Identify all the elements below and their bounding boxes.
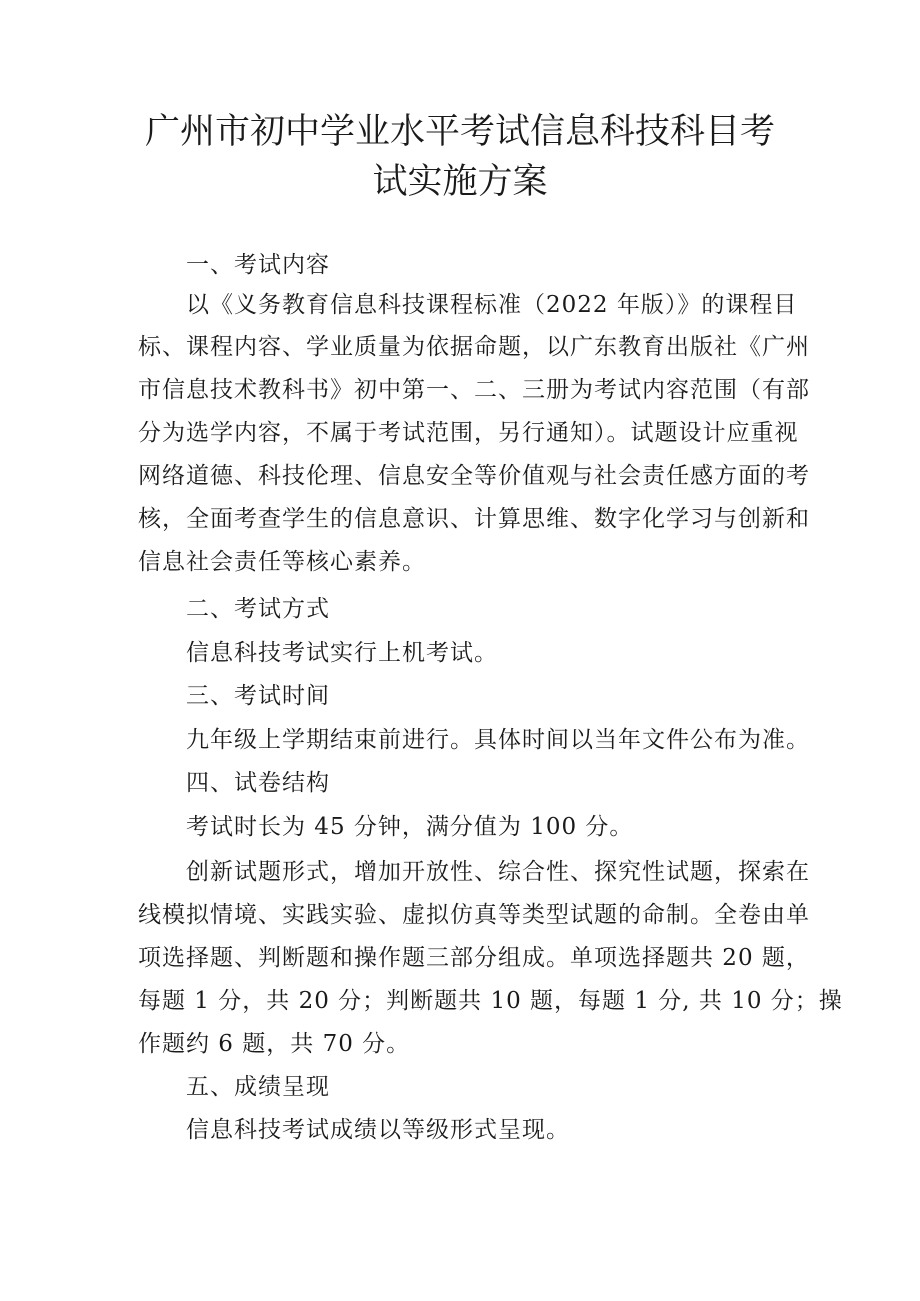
section-heading-time: 三、考试时间 (186, 683, 330, 709)
paragraph-line: 信息科技考试实行上机考试。 (186, 640, 498, 666)
paragraph-line: 作题约 6 题，共 70 分。 (138, 1031, 411, 1057)
paragraph-line: 项选择题、判断题和操作题三部分组成。单项选择题共 20 题， (138, 945, 810, 971)
section-heading-results: 五、成绩呈现 (186, 1074, 330, 1100)
paragraph-line: 分为选学内容，不属于考试范围，另行通知）。试题设计应重视 (138, 420, 799, 446)
document-title-line-2: 试实施方案 (372, 162, 548, 202)
section-heading-content: 一、考试内容 (186, 252, 330, 278)
paragraph-line: 市信息技术教科书》初中第一、二、三册为考试内容范围（有部 (138, 377, 810, 403)
paragraph-line: 标、课程内容、学业质量为依据命题，以广东教育出版社《广州 (138, 334, 810, 360)
section-heading-structure: 四、试卷结构 (186, 770, 330, 796)
paragraph-line: 每题 1 分，共 20 分；判断题共 10 题，每题 1 分, 共 10 分；操 (138, 988, 843, 1014)
paragraph-line: 信息科技考试成绩以等级形式呈现。 (186, 1117, 570, 1143)
document-title-line-1: 广州市初中学业水平考试信息科技科目考 (144, 112, 775, 152)
section-heading-method: 二、考试方式 (186, 596, 330, 622)
paragraph-line: 创新试题形式，增加开放性、综合性、探究性试题，探索在 (186, 859, 810, 885)
paragraph-line: 考试时长为 45 分钟，满分值为 100 分。 (186, 814, 634, 840)
paragraph-line: 核，全面考查学生的信息意识、计算思维、数字化学习与创新和 (138, 506, 810, 532)
paragraph-line: 以《义务教育信息科技课程标准（2022 年版）》的课程目 (186, 292, 798, 318)
paragraph-line: 线模拟情境、实践实验、虚拟仿真等类型试题的命制。全卷由单 (138, 902, 810, 928)
paragraph-line: 信息社会责任等核心素养。 (138, 549, 426, 575)
paragraph-line: 九年级上学期结束前进行。具体时间以当年文件公布为准。 (186, 727, 810, 753)
paragraph-line: 网络道德、科技伦理、信息安全等价值观与社会责任感方面的考 (138, 463, 810, 489)
